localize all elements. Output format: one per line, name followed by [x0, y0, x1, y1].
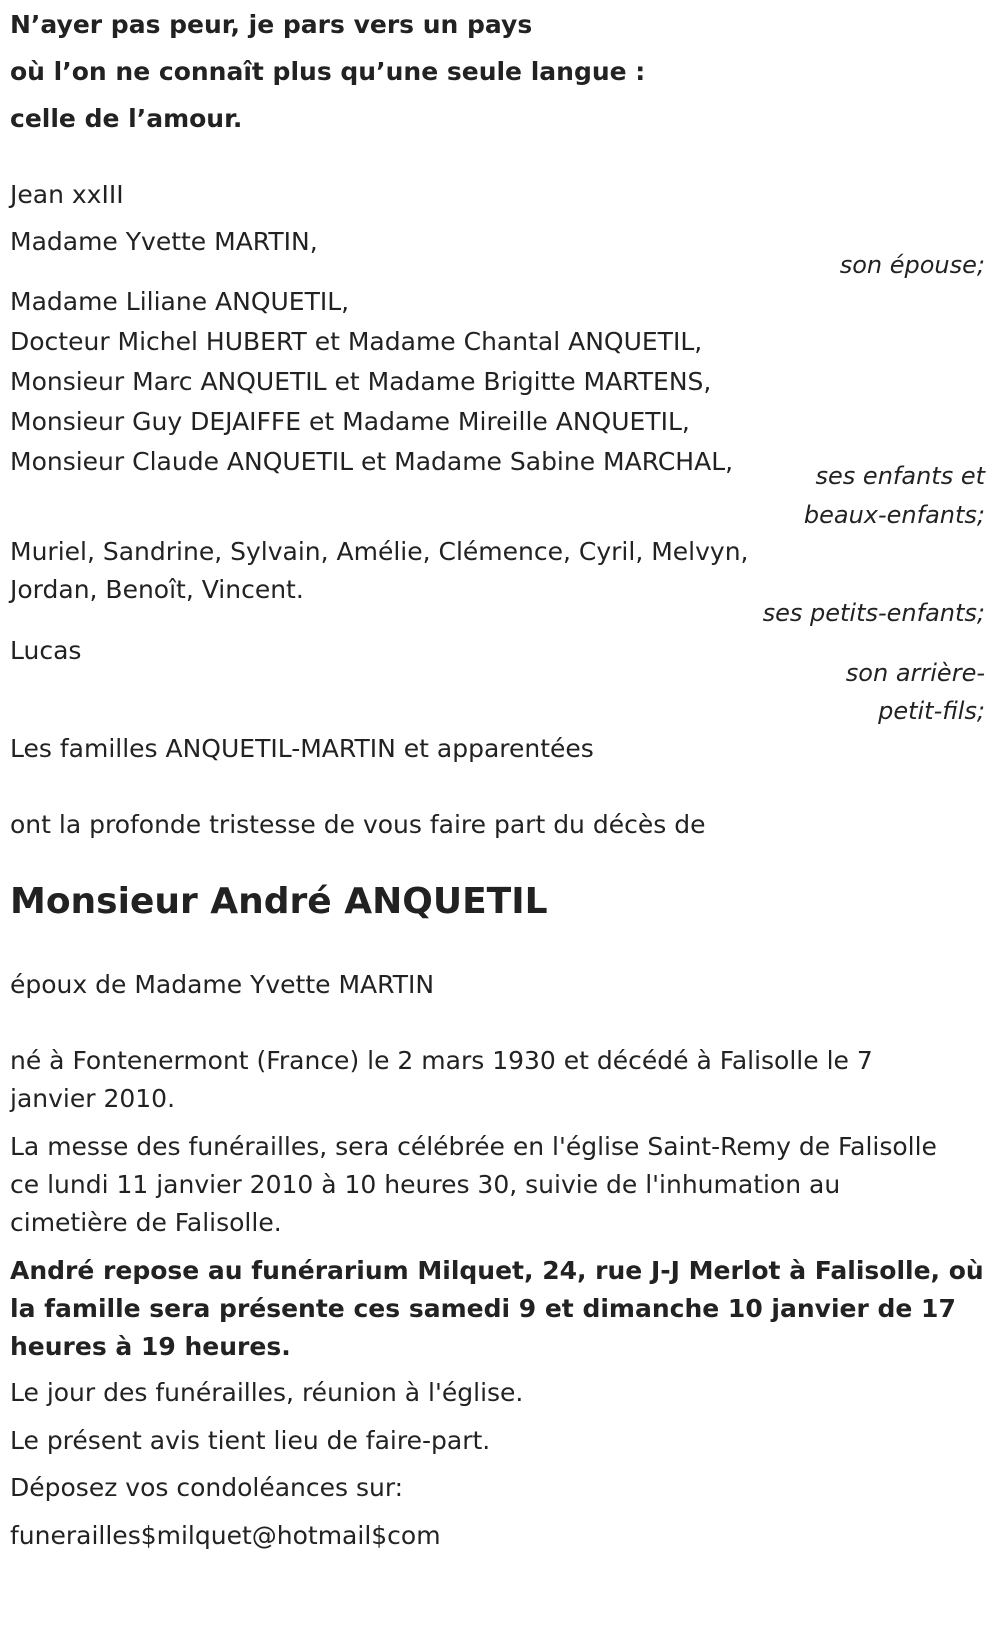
children-role-line-1: ses enfants et: [815, 462, 985, 490]
announcement-line: ont la profonde tristesse de vous faire part du décès de: [10, 810, 706, 839]
families-line: Les familles ANQUETIL-MARTIN et apparentées: [10, 734, 594, 763]
birth-death-line-2: janvier 2010.: [10, 1084, 176, 1113]
child-entry: Monsieur Marc ANQUETIL et Madame Brigitte MARTENS,: [10, 367, 712, 396]
grandchildren-line-1: Muriel, Sandrine, Sylvain, Amélie, Clémence, Cyril, Melvyn,: [10, 537, 749, 566]
grandchildren-line-2: Jordan, Benoît, Vincent.: [10, 575, 304, 604]
quote-line-1: N’ayer pas peur, je pars vers un pays: [10, 10, 533, 39]
funeral-line-1: La messe des funérailles, sera célébrée en l'église Saint-Remy de Falisolle: [10, 1132, 937, 1161]
child-entry: Madame Liliane ANQUETIL,: [10, 287, 350, 316]
spouse-name: Madame Yvette MARTIN,: [10, 227, 318, 256]
visitation-line-2: la famille sera présente ces samedi 9 et dimanche 10 janvier de 17: [10, 1294, 956, 1323]
quote-line-2: où l’on ne connaît plus qu’une seule langue :: [10, 57, 646, 86]
quote-author: Jean xxIII: [10, 180, 124, 209]
child-entry: Monsieur Guy DEJAIFFE et Madame Mireille ANQUETIL,: [10, 407, 690, 436]
quote-line-3: celle de l’amour.: [10, 104, 243, 133]
visitation-line-1: André repose au funérarium Milquet, 24, rue J-J Merlot à Falisolle, où: [10, 1256, 984, 1285]
child-entry: Docteur Michel HUBERT et Madame Chantal ANQUETIL,: [10, 327, 703, 356]
notice-line: Le présent avis tient lieu de faire-part.: [10, 1426, 491, 1455]
condolences-label: Déposez vos condoléances sur:: [10, 1473, 404, 1502]
deceased-name: Monsieur André ANQUETIL: [10, 881, 548, 922]
children-role-line-2: beaux-enfants;: [803, 501, 985, 529]
grandchildren-role: ses petits-enfants;: [762, 599, 985, 627]
visitation-line-3: heures à 19 heures.: [10, 1332, 291, 1361]
spouse-of-line: époux de Madame Yvette MARTIN: [10, 970, 435, 999]
birth-death-line-1: né à Fontenermont (France) le 2 mars 1930 et décédé à Falisolle le 7: [10, 1046, 873, 1075]
meeting-line: Le jour des funérailles, réunion à l'église.: [10, 1378, 524, 1407]
great-grandchild-role-line-2: petit-fils;: [878, 697, 985, 725]
child-entry: Monsieur Claude ANQUETIL et Madame Sabine MARCHAL,: [10, 447, 734, 476]
funeral-line-2: ce lundi 11 janvier 2010 à 10 heures 30, suivie de l'inhumation au: [10, 1170, 841, 1199]
funeral-line-3: cimetière de Falisolle.: [10, 1208, 282, 1237]
great-grandchild-name: Lucas: [10, 636, 82, 665]
condolences-email: funerailles$milquet@hotmail$com: [10, 1521, 441, 1550]
spouse-role: son épouse;: [839, 251, 985, 279]
children-list: [10, 282, 733, 482]
great-grandchild-role-line-1: son arrière-: [845, 659, 985, 687]
